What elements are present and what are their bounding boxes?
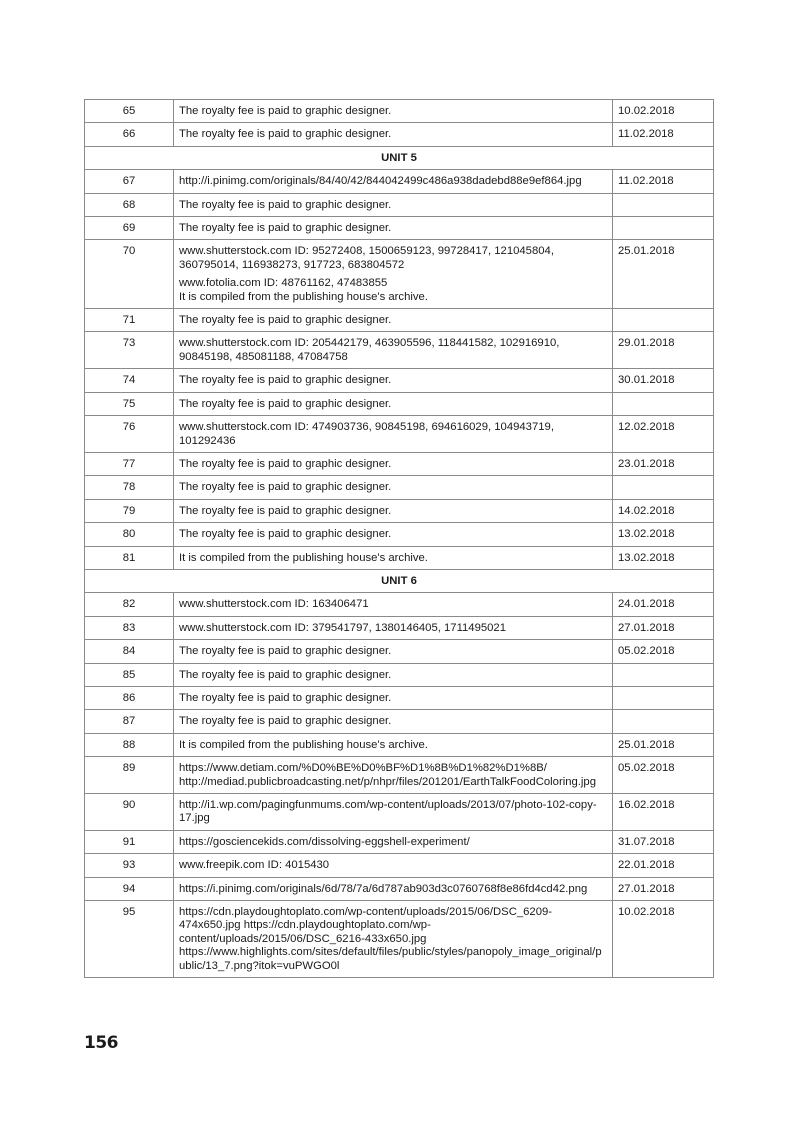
date-cell: 24.01.2018	[613, 593, 714, 616]
unit-header: UNIT 5	[85, 146, 714, 169]
source-cell	[174, 392, 613, 415]
row-number: 91	[85, 830, 174, 853]
row-number: 83	[85, 616, 174, 639]
date-cell	[613, 476, 714, 499]
source-cell	[174, 710, 613, 733]
table-row	[85, 757, 714, 794]
source-cell	[174, 794, 613, 831]
source-line: The royalty fee is paid to graphic designer.	[179, 105, 392, 117]
source-line: It is compiled from the publishing house's archive.	[179, 290, 428, 303]
source-line: It is compiled from the publishing house's archive.	[179, 738, 428, 751]
page-number: 156	[84, 1033, 118, 1053]
date-cell	[613, 392, 714, 415]
row-number: 93	[85, 854, 174, 877]
source-line: The royalty fee is paid to graphic designer.	[179, 374, 392, 387]
row-number: 80	[85, 523, 174, 546]
source-cell	[174, 640, 613, 663]
row-number: 67	[85, 170, 174, 193]
row-number: 73	[85, 332, 174, 369]
row-number: 81	[85, 546, 174, 569]
source-line: https://i.pinimg.com/originals/6d/78/7a/6d787ab903d3c0760768f8e86fd4cd42.png	[179, 882, 588, 895]
source-line: The royalty fee is paid to graphic designer.	[179, 645, 392, 658]
table-row	[85, 170, 714, 193]
table-row	[85, 877, 714, 900]
source-cell	[174, 663, 613, 686]
source-cell	[174, 830, 613, 853]
table-row	[85, 193, 714, 216]
credits-table-body	[85, 100, 714, 978]
date-cell: 31.07.2018	[613, 830, 714, 853]
row-number: 89	[85, 757, 174, 794]
date-cell: 25.01.2018	[613, 733, 714, 756]
source-line: The royalty fee is paid to graphic designer.	[179, 481, 392, 494]
source-line: www.freepik.com ID: 4015430	[179, 859, 330, 872]
source-cell	[174, 686, 613, 709]
source-line: The royalty fee is paid to graphic designer.	[179, 222, 392, 235]
source-line: The royalty fee is paid to graphic designer.	[179, 715, 392, 728]
source-line: https://www.detiam.com/%D0%BE%D0%BF%D1%8B%D1%82%D1%8B/ http://mediad.publicbroadcasting.net/p/nhpr/files/201201/EarthTalkFoodColoring.jpg	[179, 762, 596, 788]
source-cell	[174, 309, 613, 332]
source-cell	[174, 901, 613, 978]
source-cell	[174, 369, 613, 392]
table-row	[85, 901, 714, 978]
table-row	[85, 663, 714, 686]
source-line: The royalty fee is paid to graphic designer.	[179, 128, 392, 141]
row-number: 84	[85, 640, 174, 663]
date-cell: 13.02.2018	[613, 546, 714, 569]
table-row	[85, 640, 714, 663]
row-number: 70	[85, 240, 174, 309]
table-row	[85, 499, 714, 522]
source-cell	[174, 523, 613, 546]
source-line: https://cdn.playdoughtoplato.com/wp-content/uploads/2015/06/DSC_6209-474x650.jpg https://cdn.playdoughtoplato.com/wp-content/uploads/2015/06/DSC_6216-433x650.jpg https://www.highlights.com/sites/default/files/public/styles/panopoly_image_original/public/13_7.png?itok=vuPWGO0l	[179, 906, 602, 972]
row-number: 74	[85, 369, 174, 392]
row-number: 78	[85, 476, 174, 499]
row-number: 79	[85, 499, 174, 522]
row-number: 86	[85, 686, 174, 709]
source-line: The royalty fee is paid to graphic designer.	[179, 198, 392, 211]
date-cell: 05.02.2018	[613, 640, 714, 663]
row-number: 65	[85, 100, 174, 123]
date-cell	[613, 193, 714, 216]
table-row	[85, 616, 714, 639]
date-cell: 16.02.2018	[613, 794, 714, 831]
date-cell	[613, 686, 714, 709]
row-number: 87	[85, 710, 174, 733]
row-number: 85	[85, 663, 174, 686]
source-line: The royalty fee is paid to graphic designer.	[179, 397, 392, 410]
source-cell	[174, 546, 613, 569]
date-cell: 23.01.2018	[613, 452, 714, 475]
date-cell	[613, 710, 714, 733]
source-line: https://gosciencekids.com/dissolving-eggshell-experiment/	[179, 835, 470, 848]
date-cell: 22.01.2018	[613, 854, 714, 877]
source-cell	[174, 499, 613, 522]
source-cell	[174, 240, 613, 309]
row-number: 82	[85, 593, 174, 616]
table-row	[85, 733, 714, 756]
table-row	[85, 332, 714, 369]
table-row	[85, 593, 714, 616]
date-cell	[613, 309, 714, 332]
source-line: http://i1.wp.com/pagingfunmums.com/wp-content/uploads/2013/07/photo-102-copy-17.jpg	[179, 799, 597, 825]
source-cell	[174, 593, 613, 616]
source-line: http://i.pinimg.com/originals/84/40/42/844042499c486a938dadebd88e9ef864.jpg	[179, 175, 582, 188]
table-row	[85, 309, 714, 332]
row-number: 69	[85, 217, 174, 240]
row-number: 95	[85, 901, 174, 978]
date-cell: 10.02.2018	[613, 901, 714, 978]
date-cell: 05.02.2018	[613, 757, 714, 794]
source-line: The royalty fee is paid to graphic designer.	[179, 528, 392, 541]
unit-header: UNIT 6	[85, 569, 714, 592]
table-row	[85, 546, 714, 569]
table-row	[85, 123, 714, 146]
source-cell	[174, 193, 613, 216]
source-line: The royalty fee is paid to graphic designer.	[179, 314, 392, 327]
date-cell	[613, 663, 714, 686]
source-line: The royalty fee is paid to graphic designer.	[179, 504, 392, 517]
date-cell: 12.02.2018	[613, 416, 714, 453]
source-line: www.fotolia.com ID: 48761162, 47483855	[179, 277, 388, 290]
source-cell	[174, 416, 613, 453]
row-number: 90	[85, 794, 174, 831]
row-number: 94	[85, 877, 174, 900]
row-number: 71	[85, 309, 174, 332]
source-cell	[174, 123, 613, 146]
date-cell: 25.01.2018	[613, 240, 714, 309]
date-cell: 14.02.2018	[613, 499, 714, 522]
table-row	[85, 523, 714, 546]
source-cell	[174, 452, 613, 475]
table-row	[85, 710, 714, 733]
unit-header-row	[85, 146, 714, 169]
source-line: The royalty fee is paid to graphic designer.	[179, 668, 392, 681]
source-cell	[174, 854, 613, 877]
row-number: 77	[85, 452, 174, 475]
source-line: www.shutterstock.com ID: 474903736, 90845198, 694616029, 104943719, 101292436	[179, 421, 554, 447]
table-row	[85, 100, 714, 123]
table-row	[85, 830, 714, 853]
table-row	[85, 854, 714, 877]
table-row	[85, 369, 714, 392]
date-cell: 11.02.2018	[613, 170, 714, 193]
credits-table	[84, 99, 714, 978]
row-number: 75	[85, 392, 174, 415]
date-cell: 11.02.2018	[613, 123, 714, 146]
row-number: 66	[85, 123, 174, 146]
source-line: www.shutterstock.com ID: 163406471	[179, 598, 369, 611]
unit-header-row	[85, 569, 714, 592]
source-cell	[174, 100, 613, 123]
source-cell	[174, 733, 613, 756]
table-row	[85, 794, 714, 831]
source-line: www.shutterstock.com ID: 205442179, 463905596, 118441582, 102916910, 90845198, 485081188, 47084758	[179, 337, 560, 363]
source-line: It is compiled from the publishing house's archive.	[179, 551, 428, 564]
table-row	[85, 217, 714, 240]
date-cell: 29.01.2018	[613, 332, 714, 369]
table-row	[85, 452, 714, 475]
source-cell	[174, 757, 613, 794]
source-cell	[174, 217, 613, 240]
date-cell: 27.01.2018	[613, 877, 714, 900]
source-cell	[174, 877, 613, 900]
row-number: 76	[85, 416, 174, 453]
date-cell: 27.01.2018	[613, 616, 714, 639]
source-line: The royalty fee is paid to graphic designer.	[179, 691, 392, 704]
source-cell	[174, 616, 613, 639]
table-row	[85, 476, 714, 499]
source-cell	[174, 476, 613, 499]
date-cell	[613, 217, 714, 240]
date-cell: 30.01.2018	[613, 369, 714, 392]
source-line: The royalty fee is paid to graphic designer.	[179, 457, 392, 470]
date-cell: 13.02.2018	[613, 523, 714, 546]
source-line: www.shutterstock.com ID: 379541797, 1380146405, 1711495021	[179, 621, 507, 634]
source-cell	[174, 170, 613, 193]
row-number: 88	[85, 733, 174, 756]
source-line: www.shutterstock.com ID: 95272408, 1500659123, 99728417, 121045804, 360795014, 116938273, 917723, 683804572	[179, 245, 554, 271]
source-cell	[174, 332, 613, 369]
table-row	[85, 240, 714, 309]
table-row	[85, 416, 714, 453]
table-row	[85, 392, 714, 415]
date-cell: 10.02.2018	[613, 100, 714, 123]
row-number: 68	[85, 193, 174, 216]
table-row	[85, 686, 714, 709]
